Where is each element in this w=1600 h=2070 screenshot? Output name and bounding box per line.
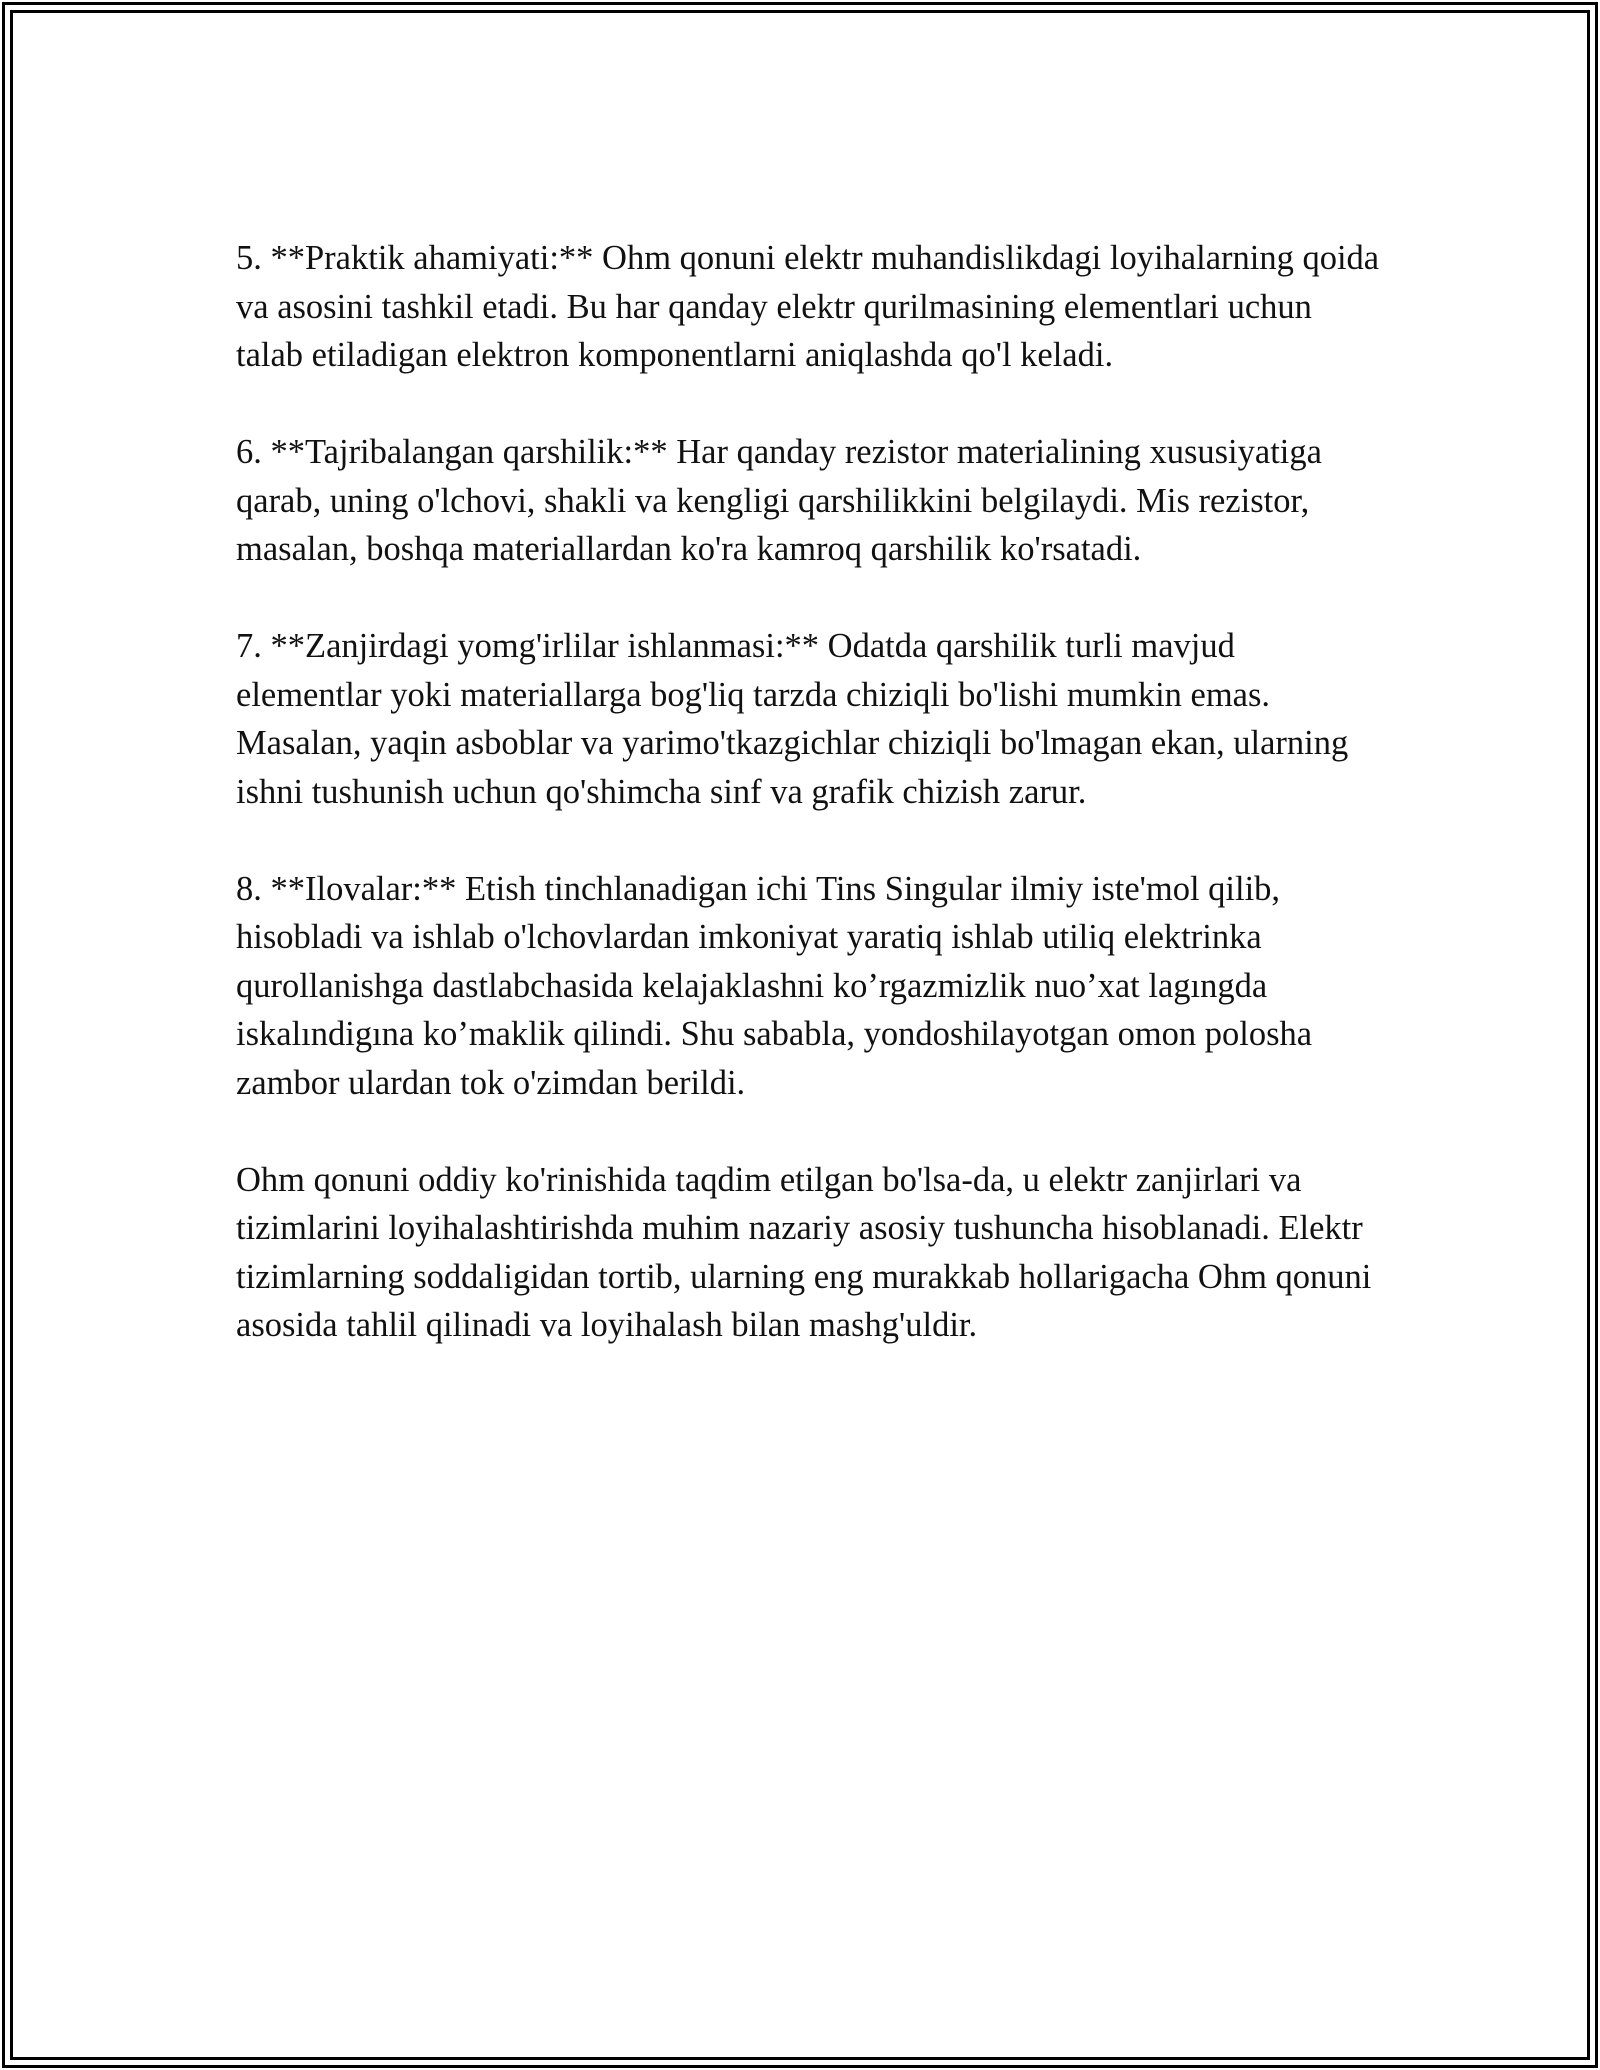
paragraph-experimental-resistance: 6. **Tajribalangan qarshilik:** Har qanday rezistor materialining xususiyatiga qarab, uning o'lchovi, shakli va kengligi qarshilikkini belgilaydi. Mis rezistor, masalan, boshqa materiallardan ko'ra kamroq qarshilik ko'rsatadi.	[236, 433, 1322, 568]
paragraph-practical-significance: 5. **Praktik ahamiyati:** Ohm qonuni elektr muhandislikdagi loyihalarning qoida va asosini tashkil etadi. Bu har qanday elektr qurilmasining elementlari uchun talab etiladigan elektron komponentlarni aniqlashda qo'l keladi.	[236, 239, 1380, 374]
paragraph-conclusion: Ohm qonuni oddiy ko'rinishida taqdim etilgan bo'lsa-da, u elektr zanjirlari va tizimlarini loyihalashtirishda muhim nazariy asosiy tushuncha hisoblanadi. Elektr tizimlarning soddaligidan tortib, ularning eng murakkab hollarigacha Ohm qonuni asosida tahlil qilinadi va loyihalash bilan mashg'uldir.	[236, 1160, 1372, 1344]
document-body	[236, 234, 1386, 1398]
paragraph-circuit-nonlinearity: 7. **Zanjirdagi yomg'irlilar ishlanmasi:** Odatda qarshilik turli mavjud elementlar yoki materiallarga bog'liq tarzda chiziqli bo'lishi mumkin emas. Masalan, yaqin asboblar va yarimo'tkazgichlar chiziqli bo'lmagan ekan, ularning ishni tushunish uchun qo'shimcha sinf va grafik chizish zarur.	[236, 627, 1349, 811]
paragraph-applications: 8. **Ilovalar:** Etish tinchlanadigan ichi Tins Singular ilmiy iste'mol qilib, hisobladi va ishlab o'lchovlardan imkoniyat yaratiq ishlab utiliq elektrinka qurollanishga dastlabchasida kelajaklashni ko’rgazmizlik nuo’xat lagıngda iskalındigına ko’maklik qilindi. Shu sababla, yondoshilayotgan omon polosha zambor ulardan tok o'zimdan berildi.	[236, 869, 1313, 1102]
